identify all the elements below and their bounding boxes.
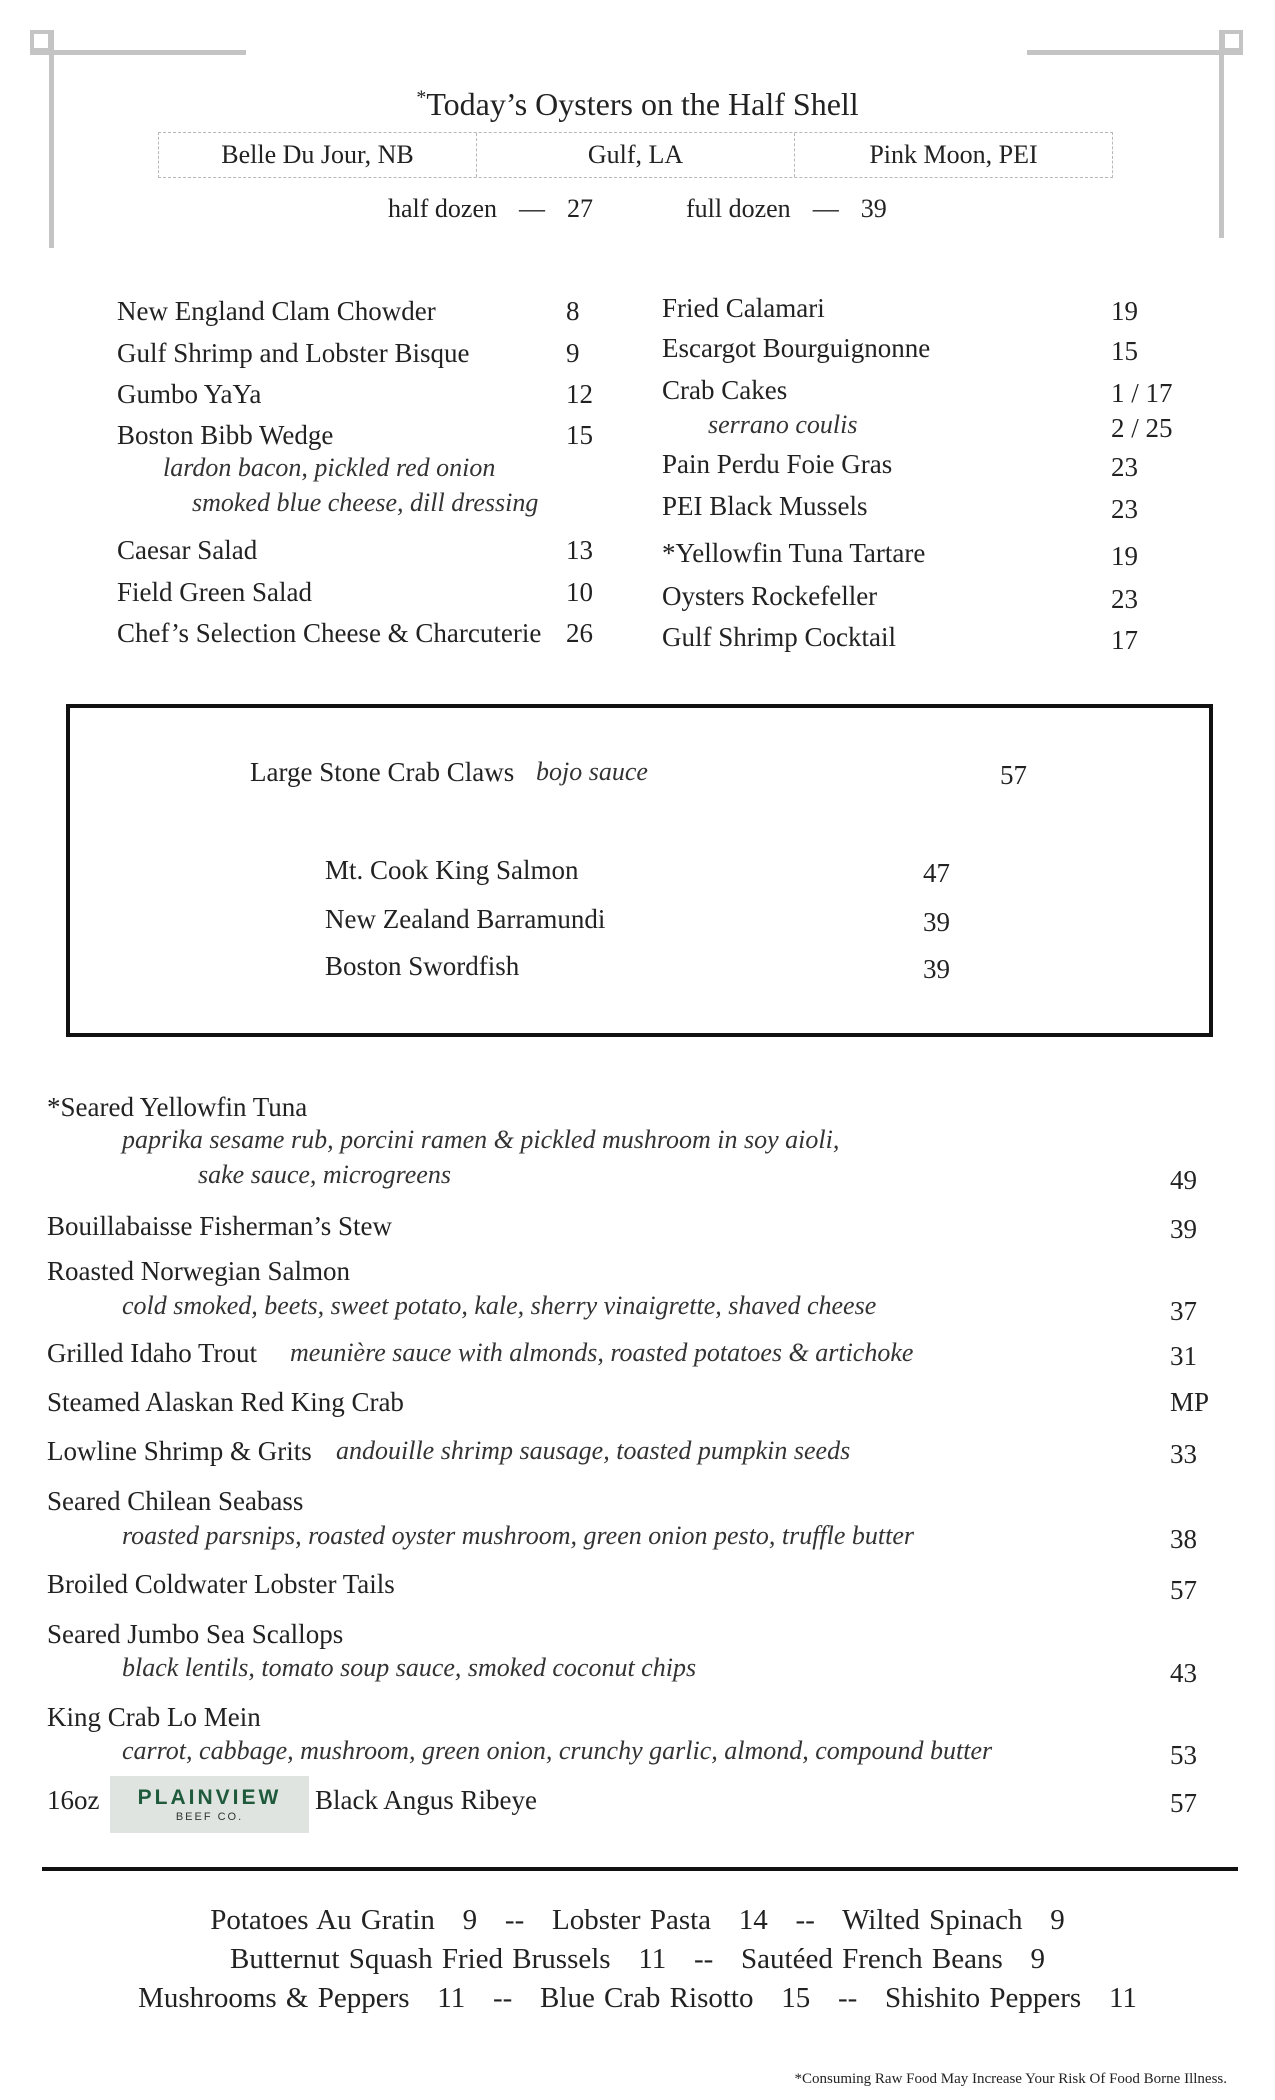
menu-item-price: 12 (566, 379, 593, 409)
entree-name: Broiled Coldwater Lobster Tails (47, 1569, 395, 1599)
entree-price: 53 (1170, 1740, 1197, 1770)
half-dozen-price: 27 (567, 194, 594, 223)
raw-asterisk: * (416, 86, 427, 109)
oyster-variety: Belle Du Jour, NB (159, 133, 477, 177)
menu-item-name: Boston Bibb Wedge (117, 420, 334, 450)
menu-item-name: *Yellowfin Tuna Tartare (662, 538, 926, 568)
oyster-variety: Pink Moon, PEI (869, 140, 1038, 169)
menu-item-name: Fried Calamari (662, 293, 825, 323)
entree-price: 49 (1170, 1165, 1197, 1195)
menu-item-price: 23 (1111, 452, 1138, 482)
entree-description: black lentils, tomato soup sauce, smoked coconut chips (122, 1653, 697, 1682)
menu-item-name: Chef’s Selection Cheese & Charcuterie (117, 618, 542, 648)
entree-name: Lowline Shrimp & Grits (47, 1436, 312, 1466)
oyster-variety-table (158, 132, 1113, 178)
menu-item-name: Caesar Salad (117, 535, 258, 565)
logo-wordmark: PLAINVIEW (137, 1785, 282, 1809)
entree-description: meunière sauce with almonds, roasted potatoes & artichoke (290, 1338, 914, 1367)
menu-item-price: 8 (566, 296, 580, 326)
entree-name: Bouillabaisse Fisherman’s Stew (47, 1211, 392, 1241)
entree-price: 31 (1170, 1341, 1197, 1371)
entree-description: andouille shrimp sausage, toasted pumpkin seeds (336, 1436, 851, 1465)
menu-item-price: 2 / 25 (1111, 413, 1173, 443)
entree-name: Steamed Alaskan Red King Crab (47, 1387, 404, 1417)
menu-item-price: 26 (566, 618, 593, 648)
menu-item-price: 23 (1111, 584, 1138, 614)
special-item-price: 39 (923, 954, 950, 984)
plainview-beef-logo (110, 1776, 309, 1833)
half-dozen-label: half dozen (388, 194, 498, 223)
special-item-price: 39 (923, 907, 950, 937)
menu-item-name: Crab Cakes (662, 375, 788, 405)
menu-item-price: 15 (1111, 336, 1138, 366)
menu-item-description: serrano coulis (708, 410, 858, 439)
entree-name: Seared Jumbo Sea Scallops (47, 1619, 344, 1649)
special-item-name: Mt. Cook King Salmon (325, 855, 579, 885)
menu-item-description: smoked blue cheese, dill dressing (192, 488, 539, 517)
logo-subtitle: BEEF CO. (175, 1810, 244, 1823)
section-divider (42, 1867, 1238, 1871)
entree-name: King Crab Lo Mein (47, 1702, 261, 1732)
full-dozen-price: 39 (860, 194, 887, 223)
entree-description: cold smoked, beets, sweet potato, kale, sherry vinaigrette, shaved cheese (122, 1291, 877, 1320)
entree-description: sake sauce, microgreens (198, 1160, 451, 1189)
entree-name: Black Angus Ribeye (315, 1785, 537, 1815)
menu-item-price: 23 (1111, 494, 1138, 524)
menu-item-price: 13 (566, 535, 593, 565)
sides-line: Mushrooms & Peppers 11 -- Blue Crab Risotto 15 -- Shishito Peppers 11 (138, 1982, 1137, 2014)
entree-name: *Seared Yellowfin Tuna (47, 1092, 308, 1122)
special-item-name: New Zealand Barramundi (325, 904, 606, 934)
special-item-price: 57 (1000, 760, 1027, 790)
oyster-half-dozen (388, 194, 593, 224)
entree-price: 43 (1170, 1658, 1197, 1688)
entree-price: 39 (1170, 1214, 1197, 1244)
entree-name: Grilled Idaho Trout (47, 1338, 258, 1368)
entree-price: 57 (1170, 1575, 1197, 1605)
menu-item-price: 15 (566, 420, 593, 450)
entree-price: 38 (1170, 1524, 1197, 1554)
menu-item-name: Gulf Shrimp and Lobster Bisque (117, 338, 470, 368)
frame-corner-left-box (30, 30, 52, 52)
entree-price: 37 (1170, 1296, 1197, 1326)
dash: — (812, 194, 839, 223)
menu-item-price: 9 (566, 338, 580, 368)
frame-corner-right-box (1221, 30, 1243, 52)
oyster-section-title (0, 86, 1275, 123)
menu-item-price: 17 (1111, 625, 1138, 655)
entree-price: MP (1170, 1387, 1210, 1417)
special-item-name: Large Stone Crab Claws (250, 757, 515, 787)
menu-item-price: 10 (566, 577, 593, 607)
menu-item-name: Field Green Salad (117, 577, 312, 607)
frame-corner-right-vertical (1219, 30, 1224, 238)
menu-item-price: 1 / 17 (1111, 378, 1173, 408)
menu-item-price: 19 (1111, 296, 1138, 326)
sides-line: Butternut Squash Fried Brussels 11 -- Sautéed French Beans 9 (229, 1943, 1046, 1975)
entree-description: carrot, cabbage, mushroom, green onion, crunchy garlic, almond, compound butter (122, 1736, 993, 1765)
special-item-name: Boston Swordfish (325, 951, 520, 981)
entree-name: Roasted Norwegian Salmon (47, 1256, 350, 1286)
menu-item-name: Escargot Bourguignonne (662, 333, 931, 363)
ribeye-size: 16oz (47, 1785, 100, 1815)
menu-item-name: Pain Perdu Foie Gras (662, 449, 893, 479)
dash: — (519, 194, 546, 223)
menu-item-price: 19 (1111, 541, 1138, 571)
menu-item-description: lardon bacon, pickled red onion (163, 453, 496, 482)
special-item-description: bojo sauce (536, 757, 648, 786)
special-item-price: 47 (923, 858, 950, 888)
frame-corner-right-top-bar (1027, 50, 1243, 55)
menu-item-name: Gulf Shrimp Cocktail (662, 622, 896, 652)
full-dozen-label: full dozen (686, 194, 791, 223)
oyster-title-text: Today’s Oysters on the Half Shell (426, 86, 859, 122)
raw-food-disclaimer: *Consuming Raw Food May Increase Your Risk Of Food Borne Illness. (794, 2071, 1227, 2087)
sides-line: Potatoes Au Gratin 9 -- Lobster Pasta 14 -- Wilted Spinach 9 (210, 1904, 1065, 1936)
menu-item-name: Gumbo YaYa (117, 379, 262, 409)
entree-price: 57 (1170, 1788, 1197, 1818)
entree-price: 33 (1170, 1439, 1197, 1469)
oyster-full-dozen (686, 194, 887, 224)
oyster-variety: Gulf, LA (477, 133, 795, 177)
frame-corner-left-top-bar (30, 50, 246, 55)
entree-description: roasted parsnips, roasted oyster mushroom, green onion pesto, truffle butter (122, 1521, 915, 1550)
menu-item-name: PEI Black Mussels (662, 491, 868, 521)
frame-corner-left-vertical (49, 30, 54, 248)
specials-box (66, 704, 1213, 1037)
entree-description: paprika sesame rub, porcini ramen & pickled mushroom in soy aioli, (122, 1125, 840, 1154)
menu-item-name: New England Clam Chowder (117, 296, 436, 326)
menu-item-name: Oysters Rockefeller (662, 581, 878, 611)
entree-name: Seared Chilean Seabass (47, 1486, 304, 1516)
